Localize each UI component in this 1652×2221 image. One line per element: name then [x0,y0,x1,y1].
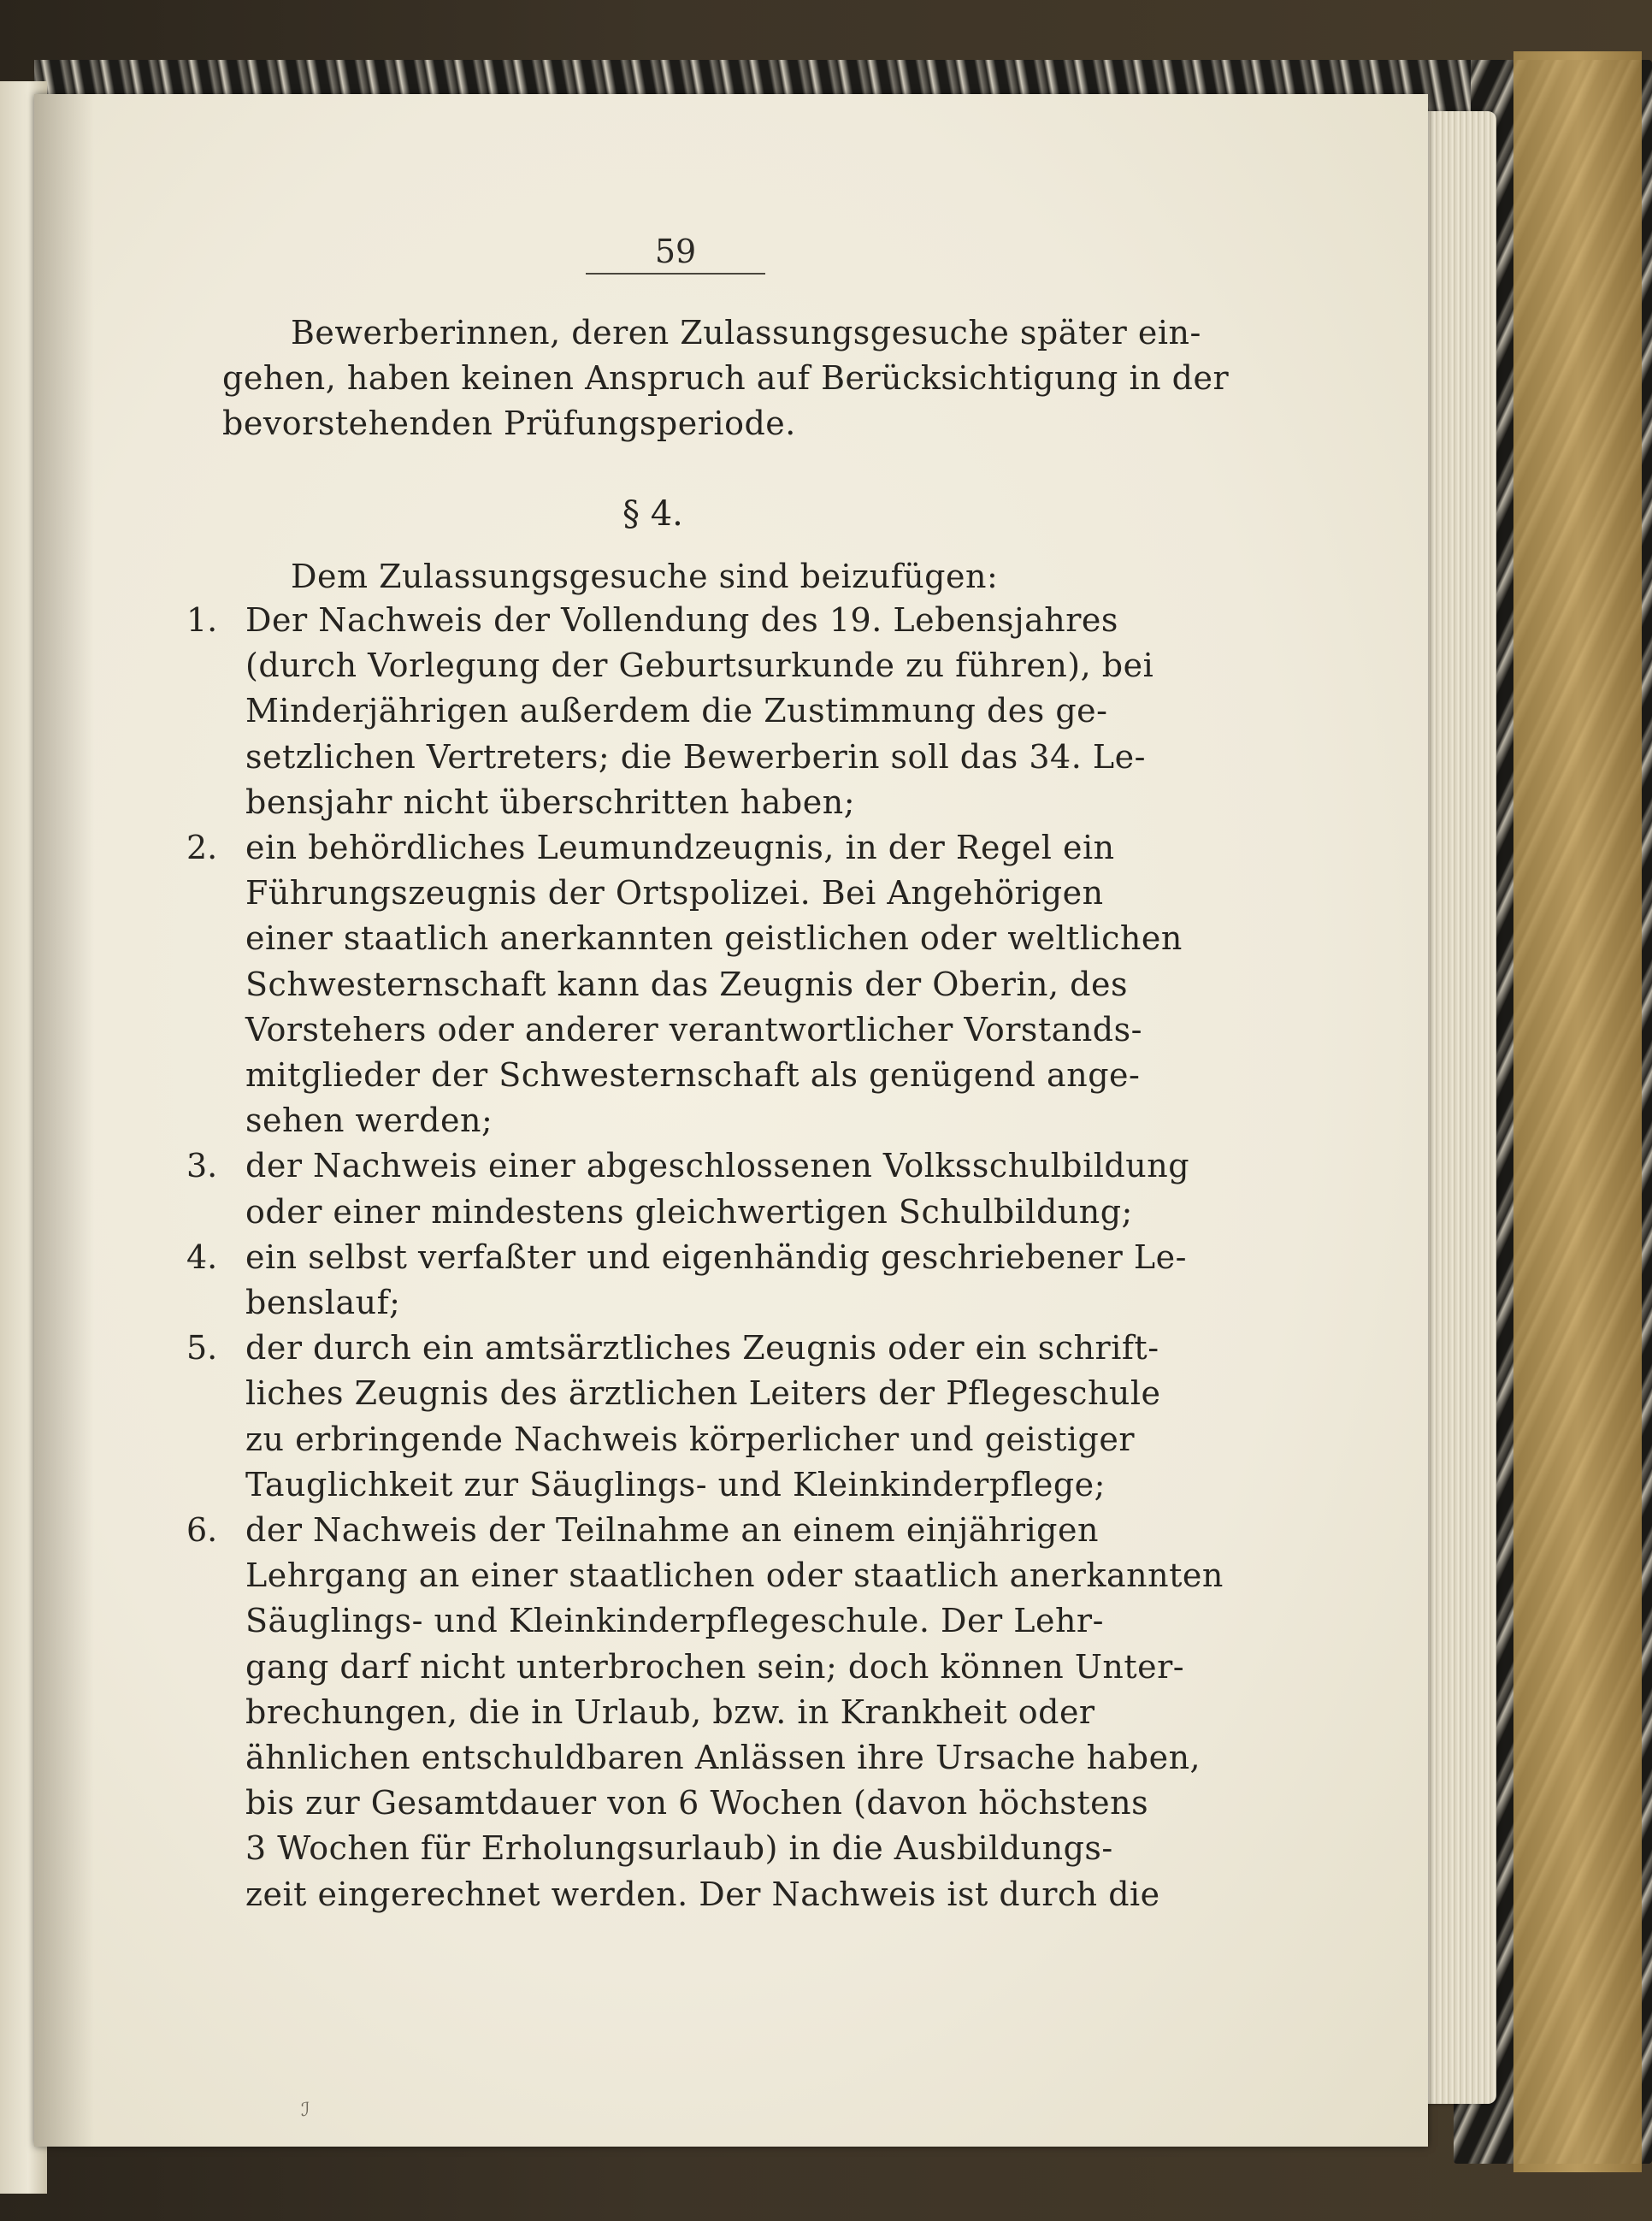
paragraph-line: bevorstehenden Prüfungsperiode. [222,405,796,443]
section-heading: § 4. [622,494,683,534]
paragraph-line: gehen, haben keinen Anspruch auf Berücksichtigung in der [222,359,1230,398]
list-item-line: gang darf nicht unterbrochen sein; doch können Unter- [245,1647,1185,1686]
list-item-line: ähnlichen entschuldbaren Anlässen ihre Ursache haben, [245,1739,1201,1776]
list-item-line: bis zur Gesamtdauer von 6 Wochen (davon höchstens [245,1784,1149,1822]
list-item-line: der durch ein amtsärztliches Zeugnis oder ein schrift- [245,1329,1159,1367]
list-item-line: sehen werden; [245,1102,493,1140]
pencil-mark: ℐ [301,2100,310,2121]
list-item-line: Vorstehers oder anderer verantwortlicher Vorstands- [245,1010,1142,1048]
list-item-line: Tauglichkeit zur Säuglings- und Kleinkinderpflege; [245,1465,1106,1503]
list-item-line: ein behördliches Leumundzeugnis, in der Regel ein [245,829,1115,866]
page-number: 59 [654,233,697,270]
page-number-rule [586,273,765,275]
list-item-line: mitglieder der Schwesternschaft als genügend ange- [245,1056,1141,1094]
list-item-line: (durch Vorlegung der Geburtsurkunde zu führen), bei [245,647,1154,685]
list-item-line: Säuglings- und Kleinkinderpflegeschule. Der Lehr- [245,1602,1104,1640]
list-item-number: 2. [186,829,218,866]
list-item-line: liches Zeugnis des ärztlichen Leiters der Pflegeschule [245,1374,1161,1413]
list-item-line: bensjahr nicht überschritten haben; [245,783,856,821]
list-item-line: benslauf; [245,1284,401,1321]
cover-board [1513,51,1642,2172]
list-item-line: Lehrgang an einer staatlichen oder staatlich anerkannten [245,1556,1224,1595]
paragraph-line: Bewerberinnen, deren Zulassungsgesuche später ein- [291,314,1201,351]
list-item-number: 1. [186,601,218,639]
list-item-line: der Nachweis einer abgeschlossenen Volksschulbildung [245,1147,1190,1185]
list-item-line: der Nachweis der Teilnahme an einem einjährigen [245,1511,1099,1549]
list-item-line: 3 Wochen für Erholungsurlaub) in die Ausbildungs- [245,1829,1113,1868]
list-item-number: 5. [186,1329,218,1367]
page-gutter-shadow [34,94,94,2147]
list-item-number: 4. [186,1237,218,1276]
list-item-line: Der Nachweis der Vollendung des 19. Lebensjahres [245,601,1118,639]
list-item-line: zeit eingerechnet werden. Der Nachweis ist durch die [245,1875,1160,1913]
list-item-line: brechungen, die in Urlaub, bzw. in Krankheit oder [245,1692,1095,1731]
list-item-line: ein selbst verfaßter und eigenhändig geschriebener Le- [245,1237,1187,1276]
list-item-line: zu erbringende Nachweis körperlicher und geistiger [245,1420,1135,1458]
list-item-line: Minderjährigen außerdem die Zustimmung des ge- [245,692,1108,730]
list-item-number: 3. [186,1147,218,1185]
list-item-line: oder einer mindestens gleichwertigen Schulbildung; [245,1192,1133,1231]
list-item-line: setzlichen Vertreters; die Bewerberin soll das 34. Le- [245,737,1146,776]
list-item-number: 6. [186,1511,218,1549]
list-item-line: Schwesternschaft kann das Zeugnis der Oberin, des [245,965,1128,1003]
list-item-line: einer staatlich anerkannten geistlichen oder weltlichen [245,919,1183,958]
list-item-line: Führungszeugnis der Ortspolizei. Bei Angehörigen [245,874,1104,913]
intro-line: Dem Zulassungsgesuche sind beizufügen: [291,558,999,595]
